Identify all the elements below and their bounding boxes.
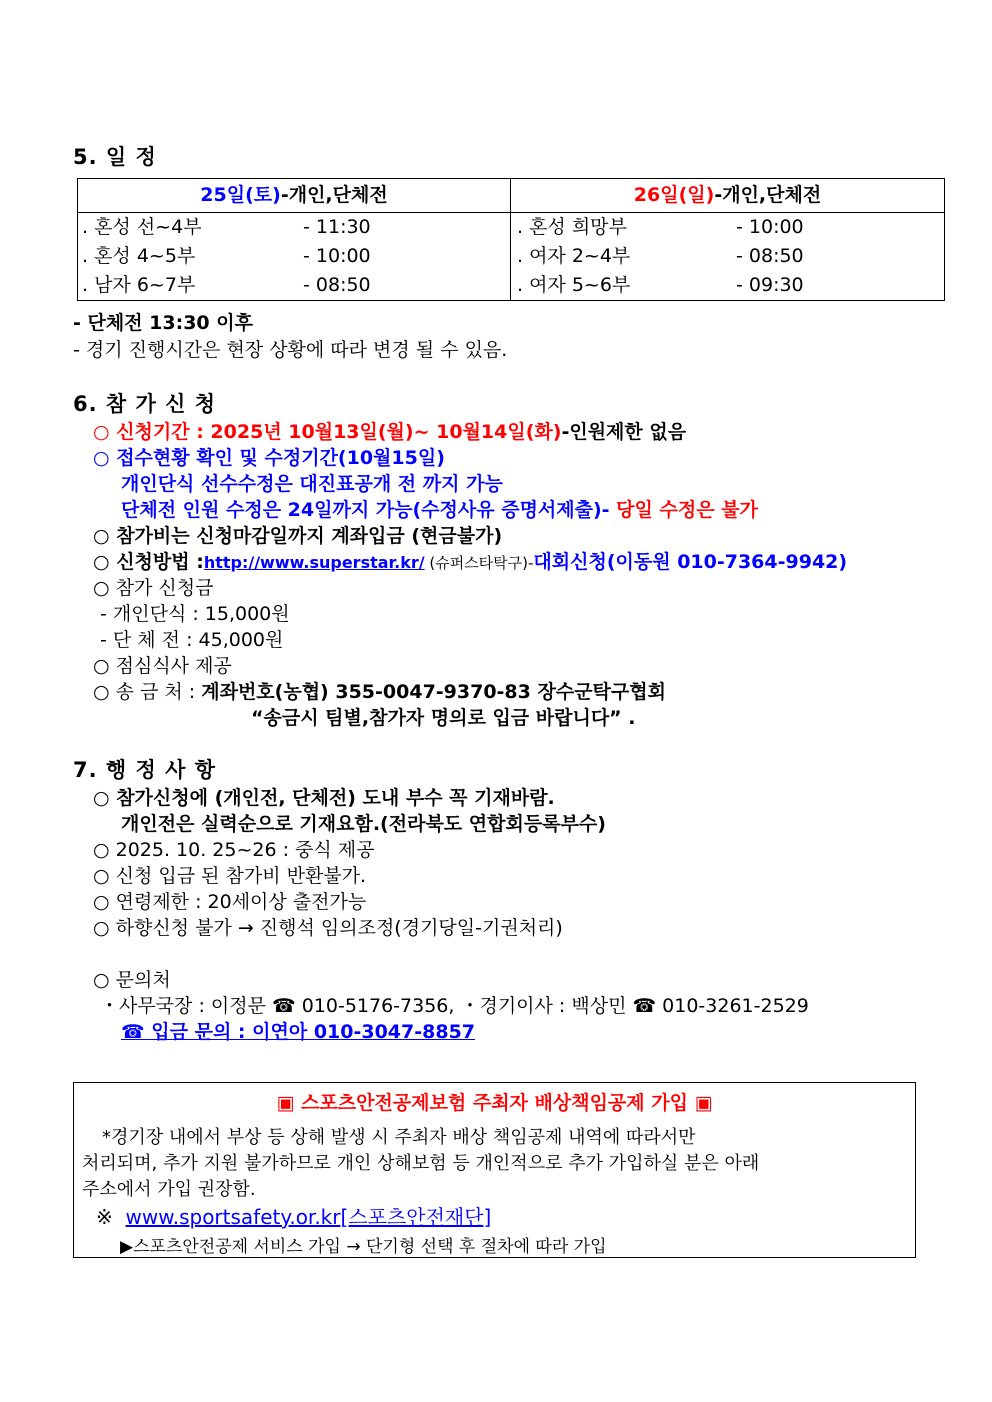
admin-note-6: ○ 하향신청 불가 → 진행석 임의조정(경기당일-기권처리) [93,917,563,939]
insurance-text-1: *경기장 내에서 부상 등 상해 발생 시 주최자 배상 책임공제 내역에 따라서만 [102,1127,696,1148]
day1-header: 25일(토)-개인,단체전 [78,179,511,213]
entry-fee-heading: ○ 참가 신청금 [93,577,214,599]
team-edit-note: 단체전 인원 수정은 24일까지 가능(수정사유 증명서제출)- 당일 수정은 불가 [121,499,758,521]
payment-contact: ☎ 입금 문의 : 이연아 010-3047-8857 [121,1021,476,1043]
sportsafety-link[interactable]: www.sportsafety.or.kr [125,1205,341,1229]
admin-note-2: 개인전은 실력순으로 기재요함.(전라북도 연합회등록부수) [121,813,606,835]
singles-edit-note: 개인단식 선수수정은 대진표공개 전 까지 가능 [121,473,503,495]
apply-period: ○ 신청기간 : 2025년 10월13일(월)~ 10월14일(화)-인원제한 없음 [93,421,687,443]
remit-note: “송금시 팀별,참가자 명의로 입금 바랍니다” . [251,707,636,729]
admin-note-4: ○ 신청 입금 된 참가비 반환불가. [93,865,367,887]
apply-method: ○ 신청방법 :http://www.superstar.kr/ (슈퍼스타탁구)-대회신청(이동원 010-7364-9942) [93,551,848,573]
insurance-text-2: 처리되며, 추가 지원 불가하므로 개인 상해보험 등 개인적으로 추가 가입하실 분은 아래 [82,1153,760,1174]
contact-persons: ・사무국장 : 이정문 ☎ 010-5176-7356, ・경기이사 : 백상민 ☎ 010-3261-2529 [100,995,809,1017]
day2-schedule [511,213,945,301]
schedule-row: . 여자 2~4부 - 08:50 [517,245,804,267]
insurance-steps: ▶스포츠안전공제 서비스 가입 → 단기형 선택 후 절차에 따라 가입 [120,1237,607,1257]
admin-note-5: ○ 연령제한 : 20세이상 출전가능 [93,891,367,913]
day2-header: 26일(일)-개인,단체전 [511,179,945,213]
section-7-title: 7. 행 정 사 항 [73,758,216,782]
schedule-note-change: - 경기 진행시간은 현장 상황에 따라 변경 될 수 있음. [73,339,508,361]
superstar-link[interactable]: http://www.superstar.kr/ [203,553,425,572]
schedule-row: . 남자 6~7부 - 08:50 [82,274,371,296]
schedule-row: . 혼성 선~4부 - 11:30 [82,216,371,238]
insurance-title: ▣ 스포츠안전공제보험 주최자 배상책임공제 가입 ▣ [276,1092,713,1114]
schedule-row: . 혼성 희망부 - 10:00 [517,216,804,238]
day1-schedule [78,213,511,301]
fee-payment-note: ○ 참가비는 신청마감일까지 계좌입금 (현금불가) [93,525,503,547]
section-6-title: 6. 참 가 신 청 [73,392,216,416]
schedule-table [77,178,945,301]
section-5-title: 5. 일 정 [73,145,157,169]
schedule-note-team: - 단체전 13:30 이후 [73,312,253,334]
schedule-row: . 혼성 4~5부 - 10:00 [82,245,371,267]
lunch-note: ○ 점심식사 제공 [93,655,232,677]
admin-note-1: ○ 참가신청에 (개인전, 단체전) 도내 부수 꼭 기재바람. [93,787,555,809]
insurance-link-line: ※ www.sportsafety.or.kr[스포츠안전재단] [96,1205,492,1229]
check-period: ○ 접수현황 확인 및 수정기간(10월15일) [93,447,445,469]
fee-singles: - 개인단식 : 15,000원 [100,603,290,625]
fee-team: - 단 체 전 : 45,000원 [100,629,284,651]
contact-heading: ○ 문의처 [93,969,171,991]
schedule-row: . 여자 5~6부 - 09:30 [517,274,804,296]
insurance-text-3: 주소에서 가입 권장함. [82,1179,256,1200]
insurance-box [73,1082,916,1258]
remit-account: ○ 송 금 처 : 계좌번호(농협) 355-0047-9370-83 장수군탁구협회 [93,681,666,703]
admin-note-3: ○ 2025. 10. 25~26 : 중식 제공 [93,839,375,861]
